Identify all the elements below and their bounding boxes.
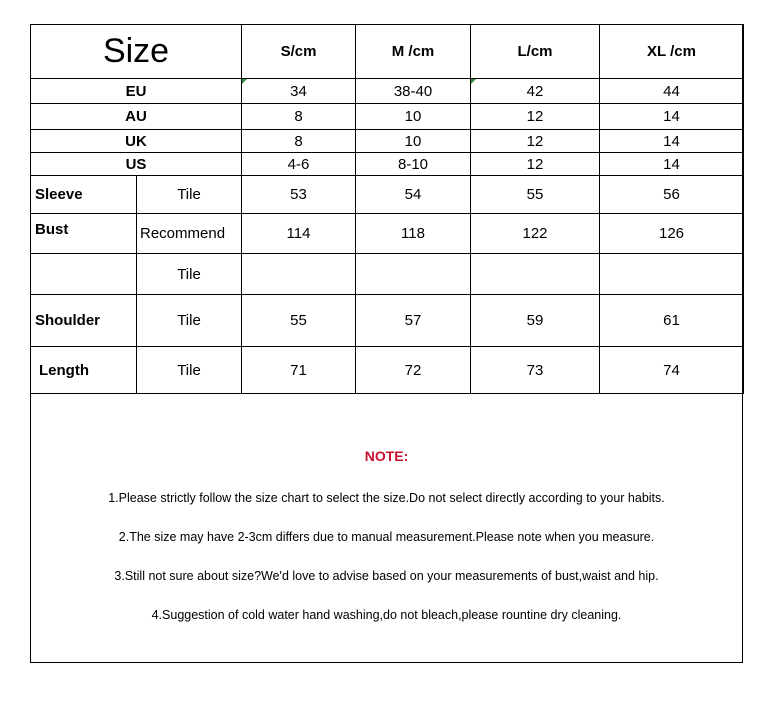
note-line-3: 3.Still not sure about size?We'd love to advise based on your measurements of bust,waist and hip. xyxy=(114,569,659,583)
header-row xyxy=(31,25,744,79)
table-cell: 4-6 xyxy=(242,153,356,176)
table-cell: 14 xyxy=(600,153,744,176)
table-cell xyxy=(600,254,744,295)
region-label: UK xyxy=(31,130,242,153)
table-cell: 12 xyxy=(471,104,600,130)
table-cell: 57 xyxy=(356,295,471,347)
measure-method: Tile xyxy=(137,347,242,394)
measure-method: Tile xyxy=(137,254,242,295)
table-cell: 118 xyxy=(356,214,471,254)
note-line-1: 1.Please strictly follow the size chart to select the size.Do not select directly according to your habits. xyxy=(108,491,665,505)
table-cell: 126 xyxy=(600,214,744,254)
table-row xyxy=(31,130,744,153)
measure-label: Length xyxy=(31,347,137,394)
table-cell: 55 xyxy=(471,176,600,214)
region-label: EU xyxy=(31,79,242,104)
table-row xyxy=(31,104,744,130)
table-cell: 8-10 xyxy=(356,153,471,176)
table-cell: 34 xyxy=(242,79,356,104)
column-header-l: L/cm xyxy=(471,25,600,79)
note-line-4: 4.Suggestion of cold water hand washing,do not bleach,please rountine dry cleaning. xyxy=(151,608,622,622)
size-table xyxy=(30,24,744,394)
table-cell xyxy=(471,254,600,295)
table-cell: 114 xyxy=(242,214,356,254)
table-cell: 73 xyxy=(471,347,600,394)
table-cell: 14 xyxy=(600,130,744,153)
measure-label: Bust xyxy=(31,214,137,254)
measure-method: Tile xyxy=(137,176,242,214)
size-title: Size xyxy=(31,25,242,79)
column-header-s: S/cm xyxy=(242,25,356,79)
note-title: NOTE: xyxy=(364,448,409,464)
table-cell: 56 xyxy=(600,176,744,214)
table-cell: 61 xyxy=(600,295,744,347)
notes-section xyxy=(30,448,743,647)
table-cell: 72 xyxy=(356,347,471,394)
table-row xyxy=(31,79,744,104)
column-header-m: M /cm xyxy=(356,25,471,79)
table-cell: 12 xyxy=(471,130,600,153)
measure-label: Sleeve xyxy=(31,176,137,214)
table-cell: 38-40 xyxy=(356,79,471,104)
table-row xyxy=(31,214,744,254)
table-row xyxy=(31,153,744,176)
table-cell xyxy=(356,254,471,295)
table-row xyxy=(31,176,744,214)
table-cell: 42 xyxy=(471,79,600,104)
table-cell: 71 xyxy=(242,347,356,394)
table-cell: 54 xyxy=(356,176,471,214)
measure-label: Shoulder xyxy=(31,295,137,347)
measure-method: Recommend xyxy=(137,214,242,254)
region-label: AU xyxy=(31,104,242,130)
table-cell: 8 xyxy=(242,130,356,153)
table-cell xyxy=(242,254,356,295)
table-cell: 53 xyxy=(242,176,356,214)
table-row xyxy=(31,254,744,295)
table-cell: 8 xyxy=(242,104,356,130)
table-cell: 74 xyxy=(600,347,744,394)
table-cell: 10 xyxy=(356,104,471,130)
note-line-2: 2.The size may have 2-3cm differs due to manual measurement.Please note when you measure. xyxy=(118,530,655,544)
table-cell: 14 xyxy=(600,104,744,130)
column-header-xl: XL /cm xyxy=(600,25,744,79)
table-cell: 44 xyxy=(600,79,744,104)
table-cell: 122 xyxy=(471,214,600,254)
table-cell: 59 xyxy=(471,295,600,347)
table-cell: 12 xyxy=(471,153,600,176)
region-label: US xyxy=(31,153,242,176)
measure-label xyxy=(31,254,137,295)
table-row xyxy=(31,295,744,347)
measure-method: Tile xyxy=(137,295,242,347)
table-cell: 10 xyxy=(356,130,471,153)
table-cell: 55 xyxy=(242,295,356,347)
table-row xyxy=(31,347,744,394)
